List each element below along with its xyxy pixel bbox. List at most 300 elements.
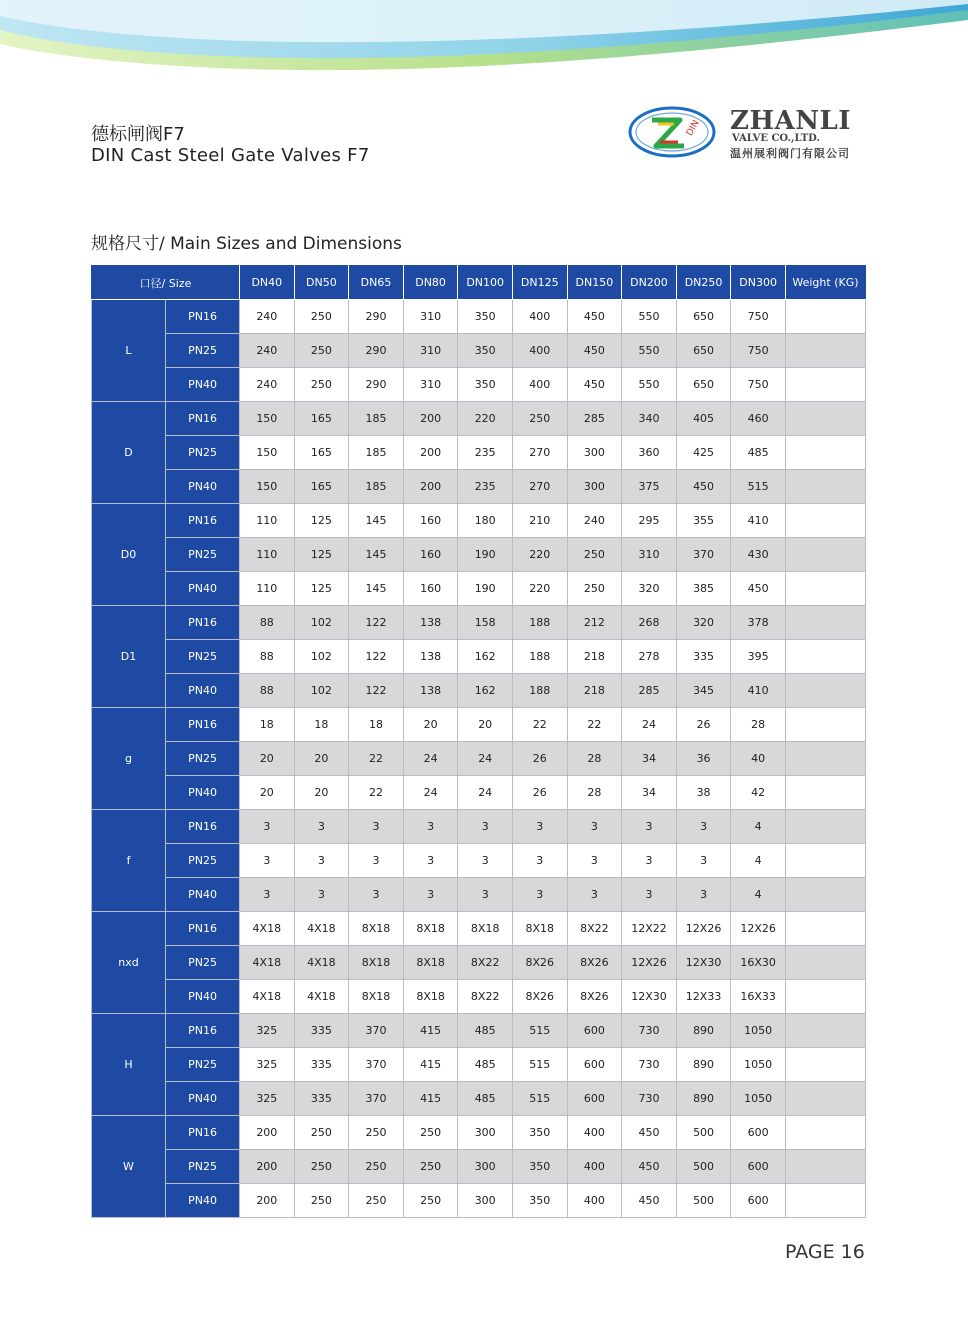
weight-cell — [785, 742, 865, 776]
column-header: DN150 — [567, 266, 622, 300]
table-cell: 890 — [676, 1048, 731, 1082]
section-title: 规格尺寸/ Main Sizes and Dimensions — [91, 234, 402, 254]
table-cell: 190 — [458, 538, 513, 572]
table-cell: 122 — [349, 606, 404, 640]
table-cell: 28 — [731, 708, 786, 742]
table-cell: 20 — [240, 742, 295, 776]
table-cell: 405 — [676, 402, 731, 436]
table-cell: 145 — [349, 538, 404, 572]
table-cell: 290 — [349, 368, 404, 402]
table-row — [92, 1048, 866, 1082]
weight-cell — [785, 436, 865, 470]
column-header: DN125 — [512, 266, 567, 300]
table-cell: 450 — [567, 334, 622, 368]
table-cell: 285 — [622, 674, 677, 708]
table-cell: 350 — [512, 1184, 567, 1218]
table-cell: 550 — [622, 368, 677, 402]
table-cell: 250 — [567, 538, 622, 572]
table-row — [92, 980, 866, 1014]
table-cell: 250 — [403, 1116, 458, 1150]
table-cell: 210 — [512, 504, 567, 538]
table-cell: 410 — [731, 504, 786, 538]
table-cell: 8X18 — [349, 912, 404, 946]
table-cell: 110 — [240, 538, 295, 572]
table-row — [92, 844, 866, 878]
table-cell: 16X33 — [731, 980, 786, 1014]
table-cell: 3 — [567, 878, 622, 912]
table-cell: 24 — [458, 742, 513, 776]
table-cell: 220 — [512, 538, 567, 572]
table-cell: 18 — [294, 708, 349, 742]
pressure-class: PN25 — [166, 640, 240, 674]
table-cell: 278 — [622, 640, 677, 674]
table-cell: 335 — [294, 1014, 349, 1048]
table-row — [92, 708, 866, 742]
table-cell: 340 — [622, 402, 677, 436]
table-cell: 500 — [676, 1150, 731, 1184]
table-cell: 350 — [458, 334, 513, 368]
table-cell: 165 — [294, 436, 349, 470]
table-cell: 1050 — [731, 1048, 786, 1082]
table-row — [92, 1014, 866, 1048]
table-cell: 24 — [403, 742, 458, 776]
table-cell: 160 — [403, 538, 458, 572]
table-row — [92, 334, 866, 368]
table-cell: 3 — [567, 844, 622, 878]
table-cell: 750 — [731, 368, 786, 402]
table-cell: 890 — [676, 1014, 731, 1048]
table-cell: 400 — [512, 334, 567, 368]
table-cell: 12X26 — [731, 912, 786, 946]
table-cell: 218 — [567, 674, 622, 708]
table-cell: 110 — [240, 572, 295, 606]
table-cell: 730 — [622, 1014, 677, 1048]
table-cell: 22 — [567, 708, 622, 742]
table-cell: 400 — [567, 1116, 622, 1150]
table-cell: 250 — [349, 1184, 404, 1218]
table-cell: 235 — [458, 470, 513, 504]
table-cell: 24 — [458, 776, 513, 810]
table-cell: 218 — [567, 640, 622, 674]
table-cell: 375 — [622, 470, 677, 504]
pressure-class: PN25 — [166, 844, 240, 878]
table-cell: 28 — [567, 742, 622, 776]
table-cell: 285 — [567, 402, 622, 436]
table-cell: 378 — [731, 606, 786, 640]
table-cell: 310 — [403, 334, 458, 368]
table-cell: 18 — [349, 708, 404, 742]
table-cell: 22 — [349, 742, 404, 776]
parameter-label: f — [92, 810, 166, 912]
table-cell: 8X18 — [512, 912, 567, 946]
pressure-class: PN16 — [166, 708, 240, 742]
table-cell: 3 — [349, 810, 404, 844]
table-row — [92, 572, 866, 606]
parameter-label: W — [92, 1116, 166, 1218]
table-cell: 515 — [512, 1082, 567, 1116]
table-cell: 600 — [567, 1082, 622, 1116]
table-cell: 190 — [458, 572, 513, 606]
pressure-class: PN16 — [166, 606, 240, 640]
table-cell: 750 — [731, 334, 786, 368]
table-cell: 3 — [458, 810, 513, 844]
table-cell: 750 — [731, 300, 786, 334]
pressure-class: PN16 — [166, 402, 240, 436]
pressure-class: PN25 — [166, 436, 240, 470]
table-cell: 3 — [240, 844, 295, 878]
table-cell: 290 — [349, 300, 404, 334]
table-cell: 3 — [567, 810, 622, 844]
table-cell: 450 — [622, 1184, 677, 1218]
table-cell: 102 — [294, 674, 349, 708]
table-cell: 295 — [622, 504, 677, 538]
table-cell: 550 — [622, 300, 677, 334]
table-cell: 158 — [458, 606, 513, 640]
pressure-class: PN40 — [166, 674, 240, 708]
table-cell: 150 — [240, 470, 295, 504]
table-cell: 125 — [294, 538, 349, 572]
table-cell: 250 — [349, 1150, 404, 1184]
table-cell: 385 — [676, 572, 731, 606]
table-cell: 270 — [512, 470, 567, 504]
table-row — [92, 776, 866, 810]
table-cell: 310 — [403, 300, 458, 334]
column-header: DN50 — [294, 266, 349, 300]
pressure-class: PN25 — [166, 1150, 240, 1184]
table-cell: 8X18 — [403, 912, 458, 946]
table-cell: 165 — [294, 402, 349, 436]
table-cell: 425 — [676, 436, 731, 470]
table-cell: 268 — [622, 606, 677, 640]
table-cell: 300 — [567, 436, 622, 470]
table-cell: 110 — [240, 504, 295, 538]
table-cell: 730 — [622, 1048, 677, 1082]
table-cell: 36 — [676, 742, 731, 776]
table-cell: 370 — [349, 1048, 404, 1082]
pressure-class: PN40 — [166, 980, 240, 1014]
table-cell: 200 — [240, 1184, 295, 1218]
table-cell: 450 — [622, 1116, 677, 1150]
table-cell: 26 — [676, 708, 731, 742]
table-row — [92, 878, 866, 912]
table-row — [92, 1116, 866, 1150]
weight-cell — [785, 674, 865, 708]
table-row — [92, 1150, 866, 1184]
table-cell: 515 — [512, 1048, 567, 1082]
parameter-label: D — [92, 402, 166, 504]
parameter-label: nxd — [92, 912, 166, 1014]
page-number: PAGE 16 — [785, 1241, 865, 1263]
table-cell: 8X26 — [512, 980, 567, 1014]
table-cell: 240 — [567, 504, 622, 538]
table-cell: 4 — [731, 844, 786, 878]
table-cell: 26 — [512, 742, 567, 776]
column-header: DN100 — [458, 266, 513, 300]
table-cell: 188 — [512, 606, 567, 640]
table-cell: 650 — [676, 300, 731, 334]
table-cell: 16X30 — [731, 946, 786, 980]
table-cell: 34 — [622, 776, 677, 810]
table-cell: 345 — [676, 674, 731, 708]
pressure-class: PN40 — [166, 878, 240, 912]
pressure-class: PN16 — [166, 912, 240, 946]
table-cell: 430 — [731, 538, 786, 572]
table-cell: 220 — [512, 572, 567, 606]
table-cell: 4X18 — [294, 946, 349, 980]
table-cell: 250 — [349, 1116, 404, 1150]
table-cell: 8X22 — [567, 912, 622, 946]
weight-cell — [785, 300, 865, 334]
table-row — [92, 674, 866, 708]
table-cell: 40 — [731, 742, 786, 776]
table-cell: 310 — [622, 538, 677, 572]
table-cell: 12X30 — [622, 980, 677, 1014]
table-cell: 3 — [622, 878, 677, 912]
table-cell: 145 — [349, 572, 404, 606]
table-cell: 515 — [512, 1014, 567, 1048]
table-cell: 485 — [458, 1048, 513, 1082]
table-cell: 240 — [240, 368, 295, 402]
table-cell: 42 — [731, 776, 786, 810]
table-cell: 88 — [240, 606, 295, 640]
weight-header: Weight (KG) — [785, 266, 865, 300]
table-cell: 8X18 — [458, 912, 513, 946]
table-cell: 162 — [458, 640, 513, 674]
pressure-class: PN16 — [166, 300, 240, 334]
table-cell: 102 — [294, 640, 349, 674]
table-cell: 188 — [512, 640, 567, 674]
weight-cell — [785, 572, 865, 606]
table-cell: 160 — [403, 504, 458, 538]
table-cell: 250 — [294, 334, 349, 368]
table-row — [92, 300, 866, 334]
table-cell: 250 — [294, 368, 349, 402]
table-cell: 212 — [567, 606, 622, 640]
table-row — [92, 538, 866, 572]
weight-cell — [785, 946, 865, 980]
table-cell: 300 — [458, 1116, 513, 1150]
table-cell: 3 — [512, 810, 567, 844]
table-cell: 485 — [458, 1014, 513, 1048]
table-cell: 415 — [403, 1082, 458, 1116]
column-header: DN80 — [403, 266, 458, 300]
header-banner — [0, 0, 968, 80]
pressure-class: PN40 — [166, 572, 240, 606]
weight-cell — [785, 980, 865, 1014]
table-cell: 485 — [731, 436, 786, 470]
table-cell: 400 — [567, 1184, 622, 1218]
table-cell: 200 — [240, 1150, 295, 1184]
table-cell: 3 — [676, 844, 731, 878]
column-header: DN40 — [240, 266, 295, 300]
table-cell: 122 — [349, 674, 404, 708]
column-header: DN200 — [622, 266, 677, 300]
table-cell: 400 — [512, 368, 567, 402]
table-cell: 24 — [622, 708, 677, 742]
table-cell: 3 — [403, 878, 458, 912]
table-cell: 200 — [403, 470, 458, 504]
table-cell: 4X18 — [240, 912, 295, 946]
table-row — [92, 742, 866, 776]
pressure-class: PN25 — [166, 946, 240, 980]
table-cell: 250 — [403, 1184, 458, 1218]
table-cell: 1050 — [731, 1082, 786, 1116]
table-cell: 300 — [458, 1184, 513, 1218]
table-cell: 325 — [240, 1048, 295, 1082]
table-cell: 250 — [294, 1184, 349, 1218]
weight-cell — [785, 640, 865, 674]
table-cell: 200 — [240, 1116, 295, 1150]
parameter-label: D0 — [92, 504, 166, 606]
company-subtitle: VALVE CO.,LTD. — [732, 133, 820, 144]
table-cell: 500 — [676, 1184, 731, 1218]
table-cell: 335 — [294, 1082, 349, 1116]
table-cell: 370 — [349, 1082, 404, 1116]
table-cell: 160 — [403, 572, 458, 606]
weight-cell — [785, 844, 865, 878]
table-cell: 12X26 — [676, 912, 731, 946]
table-cell: 138 — [403, 674, 458, 708]
column-header: DN250 — [676, 266, 731, 300]
table-cell: 335 — [676, 640, 731, 674]
table-cell: 180 — [458, 504, 513, 538]
table-cell: 460 — [731, 402, 786, 436]
table-cell: 3 — [458, 844, 513, 878]
table-cell: 500 — [676, 1116, 731, 1150]
table-cell: 450 — [676, 470, 731, 504]
table-cell: 3 — [512, 878, 567, 912]
table-cell: 250 — [512, 402, 567, 436]
table-cell: 3 — [294, 810, 349, 844]
table-cell: 350 — [512, 1150, 567, 1184]
table-cell: 150 — [240, 436, 295, 470]
table-cell: 410 — [731, 674, 786, 708]
table-cell: 650 — [676, 368, 731, 402]
table-cell: 20 — [458, 708, 513, 742]
table-row — [92, 912, 866, 946]
table-cell: 34 — [622, 742, 677, 776]
logo-mark-text: DIN — [684, 118, 702, 138]
pressure-class: PN16 — [166, 810, 240, 844]
table-cell: 1050 — [731, 1014, 786, 1048]
weight-cell — [785, 878, 865, 912]
table-cell: 102 — [294, 606, 349, 640]
pressure-class: PN40 — [166, 470, 240, 504]
table-cell: 8X18 — [403, 946, 458, 980]
title-english: DIN Cast Steel Gate Valves F7 — [91, 145, 370, 166]
table-cell: 450 — [567, 368, 622, 402]
table-header-row — [92, 266, 866, 300]
table-cell: 12X22 — [622, 912, 677, 946]
pressure-class: PN40 — [166, 1082, 240, 1116]
table-cell: 20 — [240, 776, 295, 810]
table-cell: 165 — [294, 470, 349, 504]
table-cell: 8X18 — [349, 946, 404, 980]
weight-cell — [785, 912, 865, 946]
table-cell: 138 — [403, 640, 458, 674]
weight-cell — [785, 1082, 865, 1116]
table-cell: 20 — [294, 742, 349, 776]
table-cell: 4X18 — [294, 912, 349, 946]
weight-cell — [785, 402, 865, 436]
table-cell: 22 — [349, 776, 404, 810]
table-cell: 88 — [240, 640, 295, 674]
table-cell: 200 — [403, 402, 458, 436]
table-cell: 8X26 — [512, 946, 567, 980]
table-cell: 550 — [622, 334, 677, 368]
table-cell: 12X26 — [622, 946, 677, 980]
table-cell: 4X18 — [240, 946, 295, 980]
table-cell: 290 — [349, 334, 404, 368]
table-cell: 3 — [349, 878, 404, 912]
table-cell: 600 — [731, 1116, 786, 1150]
pressure-class: PN40 — [166, 368, 240, 402]
table-cell: 310 — [403, 368, 458, 402]
parameter-label: g — [92, 708, 166, 810]
table-cell: 250 — [294, 1116, 349, 1150]
company-name: ZHANLI — [730, 106, 851, 136]
column-header: DN300 — [731, 266, 786, 300]
table-cell: 650 — [676, 334, 731, 368]
size-header: 口径/ Size — [92, 266, 240, 300]
table-cell: 250 — [567, 572, 622, 606]
table-row — [92, 606, 866, 640]
table-row — [92, 470, 866, 504]
table-cell: 3 — [294, 844, 349, 878]
table-cell: 515 — [731, 470, 786, 504]
weight-cell — [785, 504, 865, 538]
table-cell: 250 — [294, 1150, 349, 1184]
table-row — [92, 368, 866, 402]
table-cell: 8X18 — [403, 980, 458, 1014]
pressure-class: PN25 — [166, 742, 240, 776]
table-cell: 185 — [349, 402, 404, 436]
weight-cell — [785, 1184, 865, 1218]
table-cell: 4 — [731, 810, 786, 844]
table-cell: 8X26 — [567, 946, 622, 980]
table-cell: 88 — [240, 674, 295, 708]
table-cell: 3 — [403, 844, 458, 878]
table-cell: 335 — [294, 1048, 349, 1082]
pressure-class: PN40 — [166, 1184, 240, 1218]
table-cell: 185 — [349, 470, 404, 504]
dimensions-table — [91, 265, 866, 1218]
table-cell: 450 — [731, 572, 786, 606]
table-cell: 8X22 — [458, 980, 513, 1014]
table-cell: 235 — [458, 436, 513, 470]
weight-cell — [785, 708, 865, 742]
table-cell: 400 — [567, 1150, 622, 1184]
table-row — [92, 946, 866, 980]
parameter-label: D1 — [92, 606, 166, 708]
table-cell: 188 — [512, 674, 567, 708]
parameter-label: L — [92, 300, 166, 402]
table-cell: 3 — [349, 844, 404, 878]
table-cell: 325 — [240, 1014, 295, 1048]
weight-cell — [785, 1048, 865, 1082]
table-cell: 185 — [349, 436, 404, 470]
table-cell: 600 — [731, 1150, 786, 1184]
table-cell: 730 — [622, 1082, 677, 1116]
table-cell: 370 — [676, 538, 731, 572]
table-cell: 600 — [567, 1014, 622, 1048]
weight-cell — [785, 776, 865, 810]
table-cell: 145 — [349, 504, 404, 538]
table-cell: 270 — [512, 436, 567, 470]
table-cell: 22 — [512, 708, 567, 742]
table-cell: 355 — [676, 504, 731, 538]
table-cell: 250 — [294, 300, 349, 334]
